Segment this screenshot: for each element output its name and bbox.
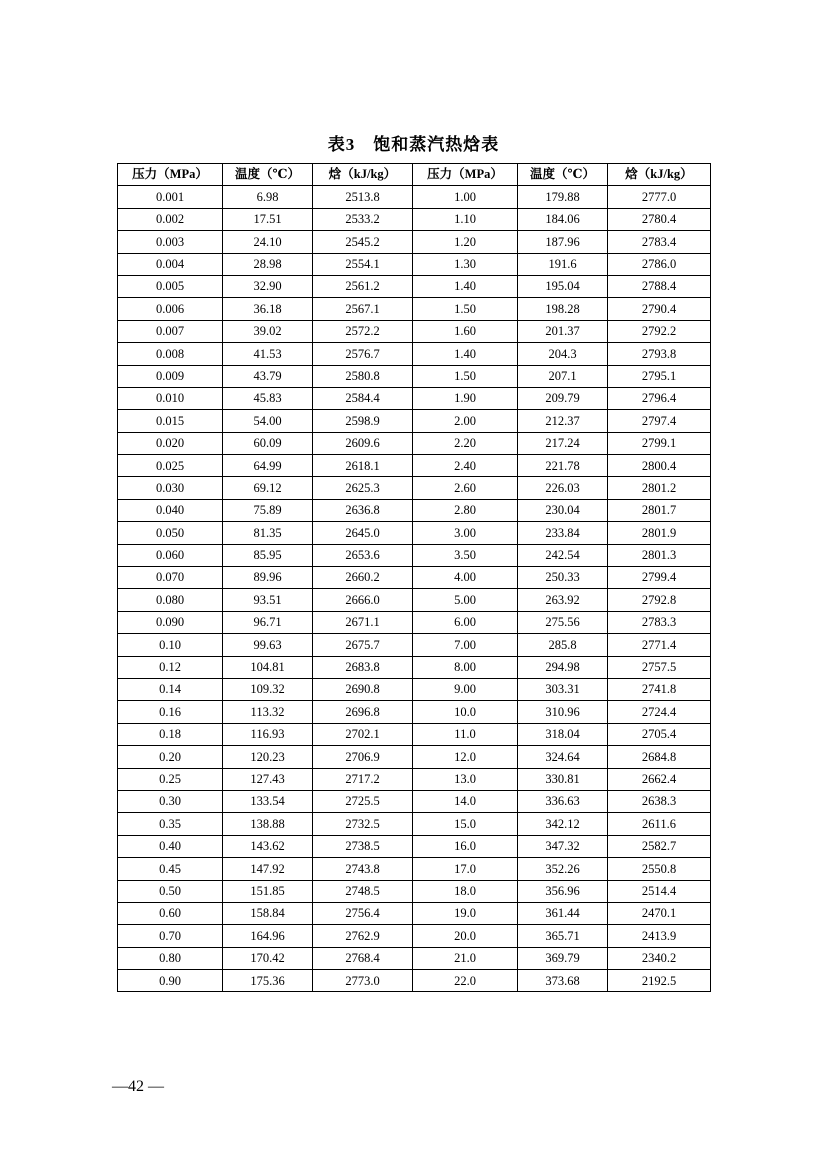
cell-enthalpy: 2796.4: [608, 387, 711, 409]
cell-pressure: 0.35: [118, 813, 223, 835]
cell-pressure: 0.001: [118, 186, 223, 208]
table-row: [118, 835, 711, 857]
cell-temperature: 60.09: [223, 432, 313, 454]
cell-pressure: 0.020: [118, 432, 223, 454]
cell-temperature: 116.93: [223, 723, 313, 745]
cell-enthalpy: 2756.4: [313, 902, 413, 924]
cell-enthalpy: 2470.1: [608, 902, 711, 924]
header-temperature: 温度（℃）: [518, 164, 608, 186]
cell-enthalpy: 2567.1: [313, 298, 413, 320]
cell-enthalpy: 2554.1: [313, 253, 413, 275]
cell-temperature: 250.33: [518, 567, 608, 589]
cell-temperature: 204.3: [518, 343, 608, 365]
cell-temperature: 369.79: [518, 947, 608, 969]
cell-enthalpy: 2666.0: [313, 589, 413, 611]
cell-pressure: 0.010: [118, 387, 223, 409]
cell-pressure: 1.50: [413, 298, 518, 320]
cell-pressure: 4.00: [413, 567, 518, 589]
cell-pressure: 16.0: [413, 835, 518, 857]
header-pressure: 压力（MPa）: [413, 164, 518, 186]
cell-temperature: 28.98: [223, 253, 313, 275]
cell-enthalpy: 2683.8: [313, 656, 413, 678]
cell-enthalpy: 2684.8: [608, 746, 711, 768]
cell-temperature: 69.12: [223, 477, 313, 499]
cell-enthalpy: 2572.2: [313, 320, 413, 342]
cell-pressure: 0.007: [118, 320, 223, 342]
table-row: [118, 656, 711, 678]
table-row: [118, 634, 711, 656]
table-row: [118, 253, 711, 275]
cell-temperature: 373.68: [518, 970, 608, 992]
table-row: [118, 231, 711, 253]
cell-enthalpy: 2413.9: [608, 925, 711, 947]
header-enthalpy: 焓（kJ/kg）: [313, 164, 413, 186]
cell-enthalpy: 2786.0: [608, 253, 711, 275]
cell-enthalpy: 2748.5: [313, 880, 413, 902]
cell-pressure: 20.0: [413, 925, 518, 947]
cell-temperature: 201.37: [518, 320, 608, 342]
cell-temperature: 170.42: [223, 947, 313, 969]
cell-enthalpy: 2580.8: [313, 365, 413, 387]
cell-pressure: 0.003: [118, 231, 223, 253]
cell-temperature: 212.37: [518, 410, 608, 432]
cell-temperature: 336.63: [518, 790, 608, 812]
cell-enthalpy: 2799.4: [608, 567, 711, 589]
table-row: [118, 701, 711, 723]
cell-temperature: 127.43: [223, 768, 313, 790]
cell-pressure: 0.015: [118, 410, 223, 432]
cell-temperature: 151.85: [223, 880, 313, 902]
cell-temperature: 209.79: [518, 387, 608, 409]
cell-pressure: 6.00: [413, 611, 518, 633]
cell-temperature: 113.32: [223, 701, 313, 723]
cell-pressure: 0.040: [118, 499, 223, 521]
cell-temperature: 330.81: [518, 768, 608, 790]
cell-enthalpy: 2792.8: [608, 589, 711, 611]
cell-temperature: 6.98: [223, 186, 313, 208]
cell-enthalpy: 2671.1: [313, 611, 413, 633]
cell-pressure: 0.80: [118, 947, 223, 969]
cell-enthalpy: 2790.4: [608, 298, 711, 320]
cell-temperature: 175.36: [223, 970, 313, 992]
table-row: [118, 544, 711, 566]
cell-pressure: 1.40: [413, 343, 518, 365]
cell-enthalpy: 2584.4: [313, 387, 413, 409]
cell-enthalpy: 2732.5: [313, 813, 413, 835]
cell-pressure: 17.0: [413, 858, 518, 880]
cell-enthalpy: 2777.0: [608, 186, 711, 208]
cell-temperature: 93.51: [223, 589, 313, 611]
cell-enthalpy: 2545.2: [313, 231, 413, 253]
cell-pressure: 18.0: [413, 880, 518, 902]
cell-pressure: 10.0: [413, 701, 518, 723]
cell-enthalpy: 2653.6: [313, 544, 413, 566]
table-row: [118, 589, 711, 611]
cell-pressure: 0.030: [118, 477, 223, 499]
cell-temperature: 147.92: [223, 858, 313, 880]
cell-enthalpy: 2675.7: [313, 634, 413, 656]
cell-temperature: 275.56: [518, 611, 608, 633]
cell-temperature: 133.54: [223, 790, 313, 812]
cell-temperature: 120.23: [223, 746, 313, 768]
cell-temperature: 294.98: [518, 656, 608, 678]
table-row: [118, 813, 711, 835]
cell-enthalpy: 2792.2: [608, 320, 711, 342]
cell-pressure: 3.00: [413, 522, 518, 544]
cell-temperature: 164.96: [223, 925, 313, 947]
cell-pressure: 2.60: [413, 477, 518, 499]
cell-pressure: 1.60: [413, 320, 518, 342]
cell-pressure: 12.0: [413, 746, 518, 768]
cell-enthalpy: 2757.5: [608, 656, 711, 678]
cell-temperature: 263.92: [518, 589, 608, 611]
cell-temperature: 89.96: [223, 567, 313, 589]
cell-enthalpy: 2645.0: [313, 522, 413, 544]
cell-pressure: 0.40: [118, 835, 223, 857]
cell-enthalpy: 2598.9: [313, 410, 413, 432]
cell-temperature: 187.96: [518, 231, 608, 253]
table-row: [118, 768, 711, 790]
table-row: [118, 611, 711, 633]
cell-enthalpy: 2576.7: [313, 343, 413, 365]
cell-temperature: 104.81: [223, 656, 313, 678]
cell-enthalpy: 2793.8: [608, 343, 711, 365]
cell-enthalpy: 2741.8: [608, 678, 711, 700]
cell-enthalpy: 2783.3: [608, 611, 711, 633]
cell-enthalpy: 2724.4: [608, 701, 711, 723]
cell-enthalpy: 2717.2: [313, 768, 413, 790]
cell-temperature: 242.54: [518, 544, 608, 566]
cell-pressure: 0.14: [118, 678, 223, 700]
cell-enthalpy: 2743.8: [313, 858, 413, 880]
cell-pressure: 0.006: [118, 298, 223, 320]
cell-pressure: 0.008: [118, 343, 223, 365]
page-number: —42 —: [112, 1078, 164, 1095]
cell-temperature: 36.18: [223, 298, 313, 320]
cell-enthalpy: 2801.9: [608, 522, 711, 544]
cell-enthalpy: 2800.4: [608, 455, 711, 477]
cell-pressure: 0.002: [118, 208, 223, 230]
table-row: [118, 567, 711, 589]
table-row: [118, 678, 711, 700]
cell-pressure: 0.45: [118, 858, 223, 880]
cell-enthalpy: 2799.1: [608, 432, 711, 454]
cell-temperature: 45.83: [223, 387, 313, 409]
cell-temperature: 324.64: [518, 746, 608, 768]
table-row: [118, 410, 711, 432]
table-row: [118, 387, 711, 409]
table-row: [118, 925, 711, 947]
cell-pressure: 0.050: [118, 522, 223, 544]
cell-temperature: 230.04: [518, 499, 608, 521]
cell-temperature: 85.95: [223, 544, 313, 566]
table-row: [118, 186, 711, 208]
cell-enthalpy: 2192.5: [608, 970, 711, 992]
cell-temperature: 361.44: [518, 902, 608, 924]
cell-temperature: 195.04: [518, 275, 608, 297]
cell-pressure: 0.025: [118, 455, 223, 477]
cell-pressure: 2.40: [413, 455, 518, 477]
cell-temperature: 179.88: [518, 186, 608, 208]
cell-temperature: 96.71: [223, 611, 313, 633]
cell-enthalpy: 2788.4: [608, 275, 711, 297]
table-row: [118, 970, 711, 992]
cell-temperature: 233.84: [518, 522, 608, 544]
cell-pressure: 3.50: [413, 544, 518, 566]
cell-pressure: 19.0: [413, 902, 518, 924]
header-enthalpy: 焓（kJ/kg）: [608, 164, 711, 186]
table-row: [118, 790, 711, 812]
cell-pressure: 0.060: [118, 544, 223, 566]
table-row: [118, 902, 711, 924]
table-row: [118, 746, 711, 768]
cell-temperature: 143.62: [223, 835, 313, 857]
cell-enthalpy: 2660.2: [313, 567, 413, 589]
cell-pressure: 1.90: [413, 387, 518, 409]
cell-pressure: 0.005: [118, 275, 223, 297]
cell-temperature: 347.32: [518, 835, 608, 857]
cell-temperature: 54.00: [223, 410, 313, 432]
cell-temperature: 310.96: [518, 701, 608, 723]
cell-pressure: 1.10: [413, 208, 518, 230]
saturated-steam-table: [117, 163, 711, 992]
cell-pressure: 0.90: [118, 970, 223, 992]
cell-temperature: 318.04: [518, 723, 608, 745]
cell-pressure: 0.070: [118, 567, 223, 589]
cell-temperature: 365.71: [518, 925, 608, 947]
cell-temperature: 303.31: [518, 678, 608, 700]
cell-temperature: 217.24: [518, 432, 608, 454]
cell-pressure: 0.18: [118, 723, 223, 745]
cell-enthalpy: 2795.1: [608, 365, 711, 387]
cell-enthalpy: 2690.8: [313, 678, 413, 700]
cell-pressure: 0.20: [118, 746, 223, 768]
cell-pressure: 1.00: [413, 186, 518, 208]
cell-pressure: 14.0: [413, 790, 518, 812]
cell-pressure: 7.00: [413, 634, 518, 656]
cell-temperature: 64.99: [223, 455, 313, 477]
cell-temperature: 138.88: [223, 813, 313, 835]
table-row: [118, 522, 711, 544]
cell-pressure: 1.30: [413, 253, 518, 275]
table-row: [118, 343, 711, 365]
cell-pressure: 11.0: [413, 723, 518, 745]
cell-temperature: 221.78: [518, 455, 608, 477]
cell-enthalpy: 2662.4: [608, 768, 711, 790]
cell-enthalpy: 2609.6: [313, 432, 413, 454]
cell-temperature: 109.32: [223, 678, 313, 700]
cell-temperature: 81.35: [223, 522, 313, 544]
cell-enthalpy: 2801.7: [608, 499, 711, 521]
cell-pressure: 0.60: [118, 902, 223, 924]
cell-enthalpy: 2638.3: [608, 790, 711, 812]
cell-pressure: 0.004: [118, 253, 223, 275]
table-body: [118, 186, 711, 992]
table-row: [118, 320, 711, 342]
cell-temperature: 32.90: [223, 275, 313, 297]
cell-pressure: 0.090: [118, 611, 223, 633]
cell-pressure: 22.0: [413, 970, 518, 992]
table-row: [118, 455, 711, 477]
cell-enthalpy: 2738.5: [313, 835, 413, 857]
table-row: [118, 947, 711, 969]
cell-pressure: 8.00: [413, 656, 518, 678]
cell-temperature: 226.03: [518, 477, 608, 499]
cell-pressure: 0.50: [118, 880, 223, 902]
cell-pressure: 0.10: [118, 634, 223, 656]
cell-temperature: 99.63: [223, 634, 313, 656]
cell-temperature: 356.96: [518, 880, 608, 902]
table-header-row: [118, 164, 711, 186]
cell-pressure: 2.80: [413, 499, 518, 521]
table-row: [118, 499, 711, 521]
cell-enthalpy: 2768.4: [313, 947, 413, 969]
header-pressure: 压力（MPa）: [118, 164, 223, 186]
cell-enthalpy: 2783.4: [608, 231, 711, 253]
cell-enthalpy: 2780.4: [608, 208, 711, 230]
cell-pressure: 0.70: [118, 925, 223, 947]
table-row: [118, 477, 711, 499]
cell-enthalpy: 2702.1: [313, 723, 413, 745]
table-row: [118, 208, 711, 230]
cell-enthalpy: 2533.2: [313, 208, 413, 230]
cell-temperature: 198.28: [518, 298, 608, 320]
cell-pressure: 5.00: [413, 589, 518, 611]
cell-temperature: 191.6: [518, 253, 608, 275]
table-row: [118, 432, 711, 454]
cell-enthalpy: 2625.3: [313, 477, 413, 499]
cell-enthalpy: 2561.2: [313, 275, 413, 297]
cell-pressure: 2.00: [413, 410, 518, 432]
cell-pressure: 15.0: [413, 813, 518, 835]
cell-enthalpy: 2706.9: [313, 746, 413, 768]
cell-enthalpy: 2801.3: [608, 544, 711, 566]
cell-temperature: 158.84: [223, 902, 313, 924]
table-row: [118, 275, 711, 297]
cell-enthalpy: 2705.4: [608, 723, 711, 745]
table-row: [118, 880, 711, 902]
cell-pressure: 0.16: [118, 701, 223, 723]
cell-enthalpy: 2725.5: [313, 790, 413, 812]
cell-temperature: 352.26: [518, 858, 608, 880]
cell-enthalpy: 2340.2: [608, 947, 711, 969]
cell-pressure: 1.20: [413, 231, 518, 253]
cell-temperature: 184.06: [518, 208, 608, 230]
cell-temperature: 39.02: [223, 320, 313, 342]
cell-enthalpy: 2636.8: [313, 499, 413, 521]
cell-enthalpy: 2696.8: [313, 701, 413, 723]
cell-temperature: 75.89: [223, 499, 313, 521]
cell-pressure: 1.50: [413, 365, 518, 387]
cell-pressure: 1.40: [413, 275, 518, 297]
table-row: [118, 858, 711, 880]
cell-enthalpy: 2773.0: [313, 970, 413, 992]
cell-enthalpy: 2582.7: [608, 835, 711, 857]
cell-temperature: 342.12: [518, 813, 608, 835]
cell-pressure: 21.0: [413, 947, 518, 969]
table-row: [118, 365, 711, 387]
cell-enthalpy: 2611.6: [608, 813, 711, 835]
cell-temperature: 207.1: [518, 365, 608, 387]
cell-enthalpy: 2550.8: [608, 858, 711, 880]
cell-temperature: 17.51: [223, 208, 313, 230]
cell-enthalpy: 2801.2: [608, 477, 711, 499]
cell-pressure: 0.009: [118, 365, 223, 387]
cell-pressure: 0.12: [118, 656, 223, 678]
cell-temperature: 24.10: [223, 231, 313, 253]
cell-pressure: 13.0: [413, 768, 518, 790]
cell-enthalpy: 2797.4: [608, 410, 711, 432]
cell-temperature: 41.53: [223, 343, 313, 365]
cell-enthalpy: 2618.1: [313, 455, 413, 477]
cell-temperature: 285.8: [518, 634, 608, 656]
cell-temperature: 43.79: [223, 365, 313, 387]
cell-pressure: 2.20: [413, 432, 518, 454]
cell-pressure: 0.30: [118, 790, 223, 812]
table-title: 表3 饱和蒸汽热焓表: [327, 135, 500, 154]
cell-pressure: 0.25: [118, 768, 223, 790]
cell-pressure: 0.080: [118, 589, 223, 611]
cell-enthalpy: 2762.9: [313, 925, 413, 947]
cell-enthalpy: 2514.4: [608, 880, 711, 902]
cell-enthalpy: 2771.4: [608, 634, 711, 656]
cell-pressure: 9.00: [413, 678, 518, 700]
cell-enthalpy: 2513.8: [313, 186, 413, 208]
table-row: [118, 723, 711, 745]
header-temperature: 温度（℃）: [223, 164, 313, 186]
table-row: [118, 298, 711, 320]
